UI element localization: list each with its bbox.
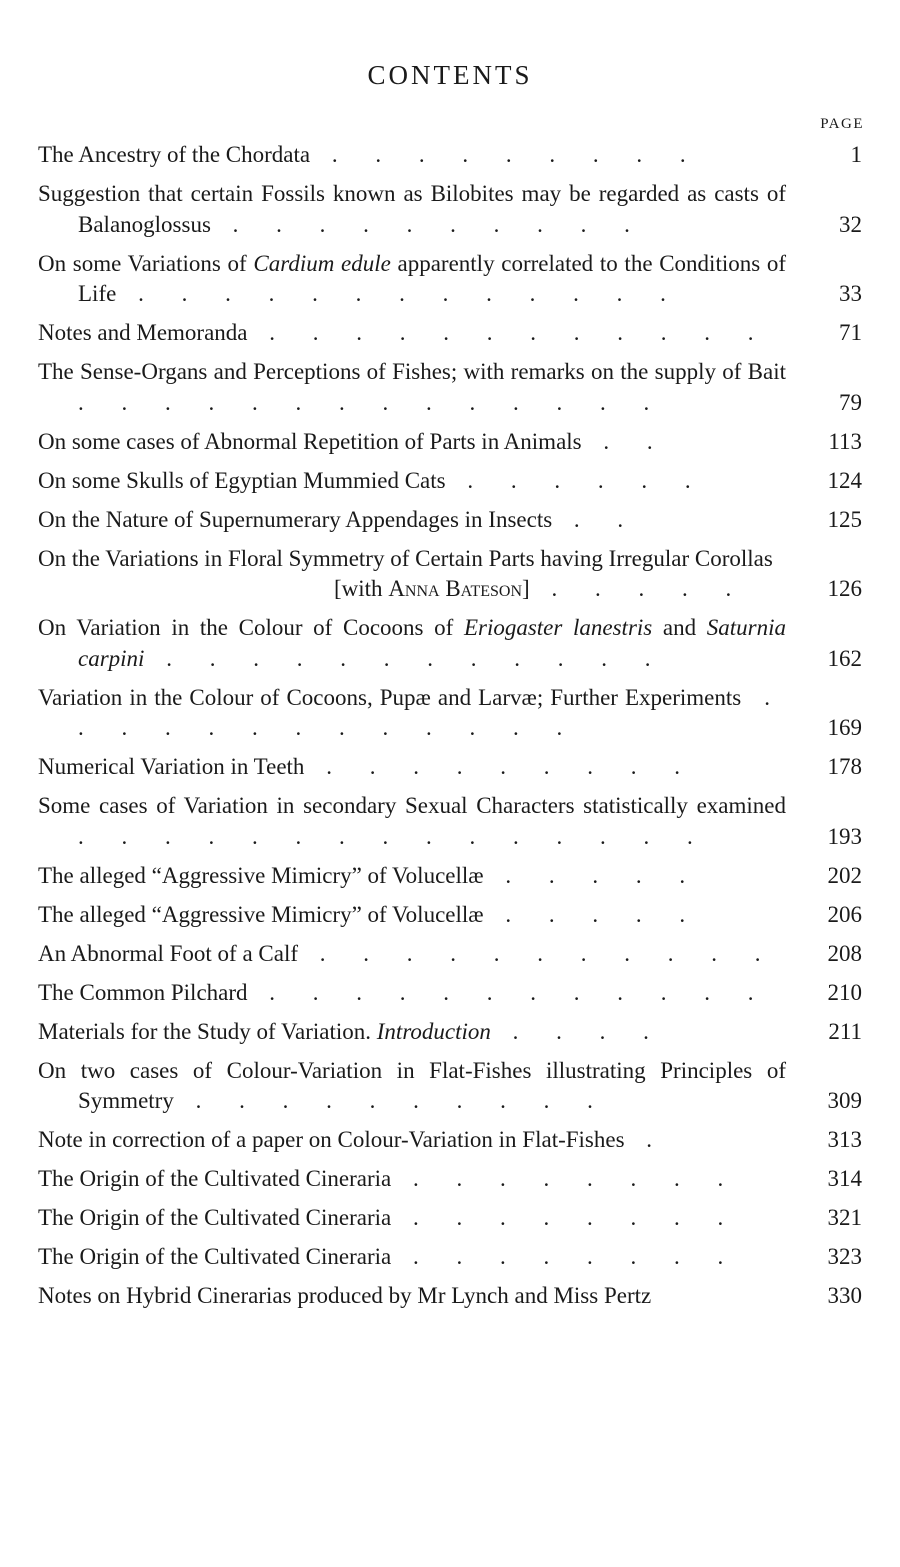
toc-entry-page: 313	[827, 1127, 862, 1152]
toc-entry-title: Variation in the Colour of Cocoons, Pupæ and Larvæ; Further Experiments	[38, 684, 742, 710]
dot-leader: . . . . . . . .	[391, 1205, 740, 1230]
toc-entry-title: Note in correction of a paper on Colour-Variation in Flat-Fishes	[38, 1127, 625, 1152]
toc-entry-title: Notes on Hybrid Cinerarias produced by Mr Lynch and Miss Pertz	[38, 1283, 652, 1308]
toc-entry-page: 125	[827, 506, 862, 532]
toc-entry	[38, 249, 864, 310]
dot-leader: . . . . .	[529, 576, 748, 601]
toc-entry-page: 323	[827, 1244, 862, 1269]
toc-entry-page: 321	[827, 1205, 862, 1230]
dot-leader: . . . .	[490, 1018, 665, 1044]
toc-entry	[38, 466, 864, 497]
toc-entry	[38, 427, 864, 458]
dot-leader: . . . . . . . . . . . . . .	[78, 389, 666, 415]
dot-leader: . . . . . . . . . . .	[298, 940, 777, 966]
toc-entry-page: 210	[827, 979, 862, 1005]
toc-entry-title: The alleged “Aggressive Mimicry” of Volucellæ	[38, 862, 484, 888]
toc-entry-title: The Origin of the Cultivated Cineraria	[38, 1166, 392, 1191]
toc-entry-title-part: On some Variations of	[38, 250, 254, 276]
toc-entry-title: Notes and Memoranda	[38, 320, 248, 345]
toc-entry-page: 124	[827, 467, 862, 493]
toc-entry	[38, 505, 864, 536]
dot-leader: . .	[552, 506, 640, 532]
toc-entry-page: 32	[839, 211, 862, 237]
toc-entry-page: 113	[828, 428, 862, 454]
toc-entry-title: On some cases of Abnormal Repetition of Parts in Animals	[38, 428, 582, 454]
dot-leader: . . . . .	[483, 901, 702, 927]
toc-entry	[38, 613, 864, 674]
toc-entry	[38, 1056, 864, 1117]
toc-entry	[38, 544, 864, 605]
toc-entry-title-part: apparently correlated to the Conditions of Life	[78, 250, 787, 306]
toc-entry-title: On the Nature of Supernumerary Appendages in Insects	[38, 506, 553, 532]
toc-entry	[38, 1242, 864, 1273]
toc-entry-page: 33	[839, 281, 862, 306]
toc-entry	[38, 900, 864, 931]
toc-entry	[38, 140, 864, 171]
table-of-contents	[38, 140, 864, 1320]
toc-entry-title-italic: Saturnia carpini	[78, 615, 786, 671]
toc-entry-title: An Abnormal Foot of a Calf	[38, 940, 298, 966]
dot-leader: . . . . . .	[445, 467, 707, 493]
toc-entry	[38, 791, 864, 852]
toc-entry	[38, 357, 864, 418]
toc-entry-title: Numerical Variation in Teeth	[38, 754, 305, 779]
toc-entry-page: 193	[827, 823, 862, 849]
dot-leader: . . . . .	[483, 862, 702, 888]
toc-entry	[38, 752, 864, 783]
toc-entry-page: 79	[839, 389, 862, 415]
toc-entry	[38, 1017, 864, 1048]
toc-entry-title-part: Materials for the Study of Variation.	[38, 1018, 377, 1044]
toc-entry-title-part: On Variation in the Colour of Cocoons of	[38, 615, 464, 640]
toc-entry-page: 202	[827, 862, 862, 888]
toc-entry-title-italic: Eriogaster lanestris	[463, 615, 653, 640]
dot-leader: . . . . . . . . .	[304, 754, 696, 779]
toc-entry-page: 208	[827, 940, 862, 966]
toc-entry-page: 162	[827, 645, 862, 671]
page-column-label: PAGE	[820, 116, 864, 132]
toc-entry-page: 314	[827, 1166, 862, 1191]
toc-entry	[38, 683, 864, 744]
toc-entry	[38, 1125, 864, 1156]
dot-leader: .	[624, 1127, 669, 1152]
toc-entry	[38, 1164, 864, 1195]
toc-entry-page: 1	[850, 142, 862, 167]
toc-entry-title: On two cases of Colour-Variation in Flat-Fishes illustrating Principles of Symmetry	[38, 1057, 786, 1113]
toc-entry-title: On some Skulls of Egyptian Mummied Cats	[38, 467, 446, 493]
toc-entry-page: 126	[827, 576, 862, 601]
toc-entry	[38, 318, 864, 349]
toc-entry-page: 309	[827, 1088, 862, 1113]
toc-entry-title: The Origin of the Cultivated Cineraria	[38, 1244, 392, 1269]
toc-entry-page: 178	[827, 754, 862, 779]
toc-entry-title-italic: Introduction	[376, 1018, 491, 1044]
toc-entry-page: 206	[827, 901, 862, 927]
dot-leader: . . . . . . . .	[391, 1166, 740, 1191]
toc-entry	[38, 861, 864, 892]
toc-entry-title: The Origin of the Cultivated Cineraria	[38, 1205, 392, 1230]
toc-entry-title: The Sense-Organs and Perceptions of Fishes; with remarks on the supply of Bait	[38, 359, 786, 384]
toc-entry	[38, 978, 864, 1009]
coauthor-name: Anna Bateson	[388, 576, 523, 601]
toc-entry-coauthor: [with Anna Bateson] . . . . .	[334, 576, 748, 601]
toc-entry	[38, 179, 864, 240]
dot-leader: . . . . . . . . . . . .	[247, 320, 770, 345]
toc-entry-title-italic: Cardium edule	[253, 250, 391, 276]
toc-entry-title: The Common Pilchard	[38, 979, 248, 1005]
dot-leader: . . . . . . . . . . . .	[247, 979, 770, 1005]
dot-leader: . . . . . . . . . . . . .	[78, 684, 787, 740]
dot-leader: . . . . . . . . . . . .	[144, 645, 667, 671]
toc-entry-title-part: and	[652, 615, 707, 640]
toc-entry	[38, 1281, 864, 1312]
toc-entry-page: 211	[828, 1018, 862, 1044]
toc-entry-title: The alleged “Aggressive Mimicry” of Volucellæ	[38, 901, 484, 927]
toc-entry-page: 169	[827, 715, 862, 740]
dot-leader: . . . . . . . .	[391, 1244, 740, 1269]
toc-entry-title: Suggestion that certain Fossils known as Bilobites may be regarded as casts of Balanoglossus	[38, 181, 786, 237]
dot-leader: . . . . . . . . . . . . . . .	[78, 823, 709, 849]
dot-leader: . . . . . . . . . . . . .	[116, 281, 682, 306]
toc-entry-page: 71	[839, 320, 862, 345]
toc-entry-title: The Ancestry of the Chordata	[38, 142, 311, 167]
dot-leader: . .	[581, 428, 669, 454]
toc-entry-page: 330	[827, 1283, 862, 1308]
page-title: CONTENTS	[367, 60, 533, 90]
dot-leader: . . . . . . . . .	[310, 142, 702, 167]
toc-entry	[38, 939, 864, 970]
dot-leader: . . . . . . . . . .	[173, 1088, 609, 1113]
toc-entry	[38, 1203, 864, 1234]
toc-entry-title: Some cases of Variation in secondary Sexual Characters statistically examined	[38, 793, 786, 818]
dot-leader: . . . . . . . . . .	[210, 211, 646, 237]
toc-entry-title: On the Variations in Floral Symmetry of Certain Parts having Irregular Corollas	[38, 545, 773, 571]
